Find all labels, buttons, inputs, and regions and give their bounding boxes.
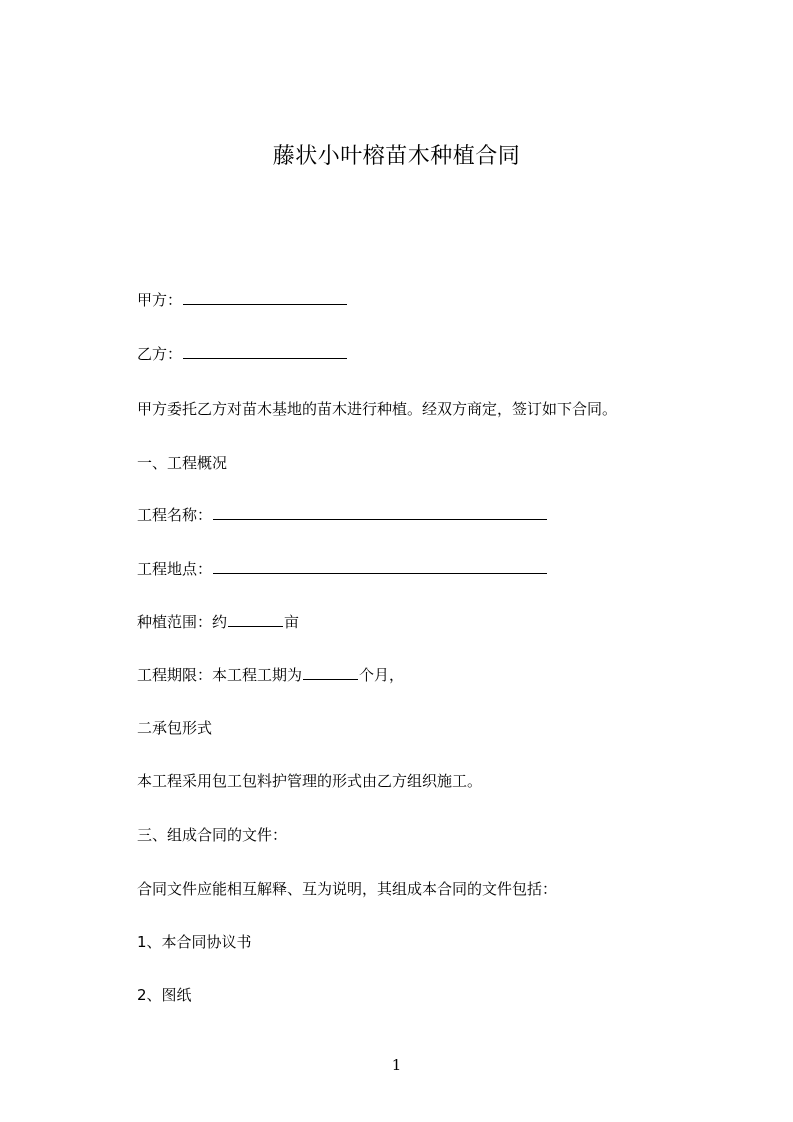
planting-scope-blank: [228, 612, 283, 627]
planting-scope-unit: 亩: [284, 613, 300, 631]
project-location-blank: [213, 559, 547, 574]
project-name-label: 工程名称：: [137, 506, 213, 524]
party-b-blank: [183, 344, 347, 359]
section2-heading: 二承包形式: [137, 719, 213, 737]
list-item-2: 2、图纸: [137, 986, 192, 1004]
party-b-line: [137, 344, 348, 364]
duration-blank: [303, 665, 358, 680]
duration-label: 工程期限：本工程工期为: [137, 666, 303, 684]
project-name-line: [137, 505, 548, 525]
document-title: 藤状小叶榕苗木种植合同: [272, 144, 521, 169]
section1-heading: 一、工程概况: [137, 454, 228, 472]
planting-scope-label: 种植范围：约: [137, 613, 228, 631]
party-a-blank: [183, 290, 347, 305]
project-location-label: 工程地点：: [137, 560, 213, 578]
party-a-label: 甲方：: [137, 291, 183, 309]
list-item-1: 1、本合同协议书: [137, 933, 252, 951]
page-number: 1: [391, 1056, 402, 1074]
section2-text: 本工程采用包工包料护管理的形式由乙方组织施工。: [137, 772, 483, 790]
section3-heading: 三、组成合同的文件：: [137, 826, 288, 844]
party-b-label: 乙方：: [137, 345, 183, 363]
planting-scope-line: [137, 612, 299, 632]
duration-line: [137, 665, 404, 685]
project-name-blank: [213, 505, 547, 520]
section3-intro: 合同文件应能相互解释、互为说明，其组成本合同的文件包括：: [137, 880, 558, 898]
project-location-line: [137, 559, 548, 579]
party-a-line: [137, 290, 348, 310]
duration-unit: 个月，: [359, 666, 405, 684]
intro-paragraph: 甲方委托乙方对苗木基地的苗木进行种植。经双方商定，签订如下合同。: [137, 400, 618, 418]
